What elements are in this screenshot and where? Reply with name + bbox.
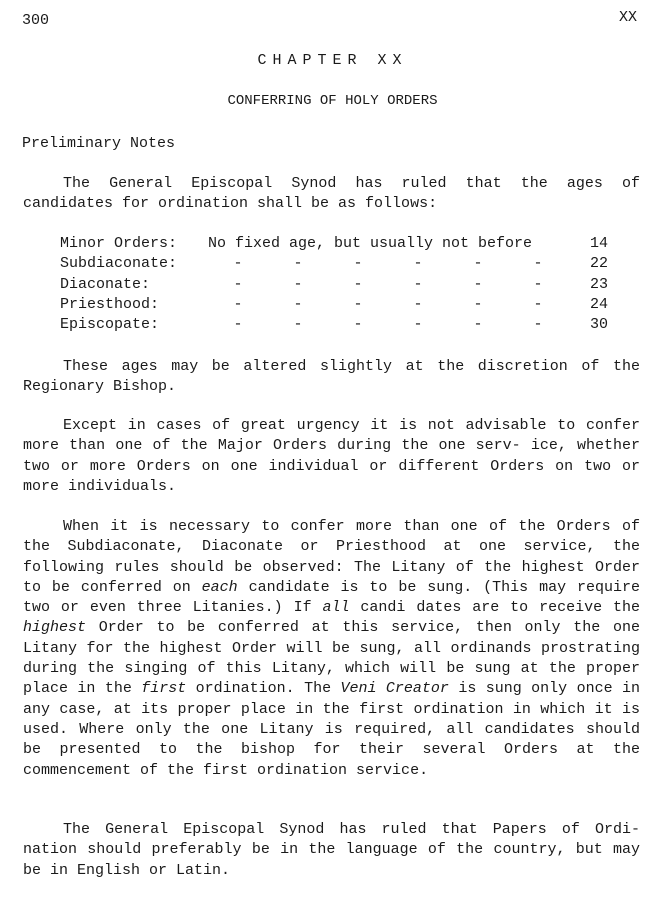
dash: -: [293, 316, 303, 334]
paragraph-ages-discretion: These ages may be altered slightly at the discretion of the Regionary Bishop.: [23, 358, 640, 396]
chapter-title: CHAPTER XX: [257, 52, 408, 69]
dash: -: [353, 295, 363, 313]
order-age: 30: [589, 316, 608, 334]
ages-table: [60, 234, 608, 335]
paragraph-major-orders: Except in cases of great urgency it is not advisable to confer more than one of the Major Orders during the one serv- ice, whether two or more Orders on one individual or different Orders on two or more individuals.: [23, 417, 640, 495]
text-run: ordination. The: [186, 680, 341, 698]
emphasis-text: highest: [23, 619, 87, 637]
text-run: Order to be conferred at this service, then only the one Litany for the highest Order will be sung, all ordinands prostrating during the singing of this Litany, which will be sung at the proper place in the: [23, 619, 640, 698]
table-row: [60, 234, 608, 254]
order-age: 23: [589, 275, 608, 293]
order-label: Priesthood:: [60, 295, 160, 313]
dash: -: [293, 255, 303, 273]
dash: -: [473, 295, 483, 313]
order-label: Subdiaconate:: [60, 255, 178, 273]
dash: -: [533, 295, 543, 313]
dash: -: [353, 275, 363, 293]
dash: -: [533, 255, 543, 273]
text-run: is sung only once in any case, at its proper place in the first ordination in which it is used. Where only the one Litany is required, all candidates should be presented to the bishop for their several Orders at the commencement of the first ordination service.: [23, 680, 640, 779]
dash: -: [413, 275, 423, 293]
table-row: [60, 254, 608, 274]
dash: -: [413, 316, 423, 334]
table-row: [60, 275, 608, 295]
order-age: 14: [589, 235, 608, 252]
dash: -: [413, 295, 423, 313]
emphasis-text: each: [201, 578, 238, 596]
section-heading: Preliminary Notes: [22, 135, 176, 152]
table-row: [60, 315, 608, 335]
dash: -: [233, 275, 243, 293]
dash: -: [473, 275, 483, 293]
dash: -: [353, 255, 363, 273]
running-head: XX: [618, 9, 637, 26]
dash: -: [233, 255, 243, 273]
table-row: [60, 295, 608, 315]
order-label: Episcopate:: [60, 316, 160, 334]
dash: -: [233, 316, 243, 334]
dash: -: [533, 316, 543, 334]
chapter-subtitle: CONFERRING OF HOLY ORDERS: [227, 93, 438, 109]
emphasis-text: first: [141, 680, 187, 698]
text-run: candidate is to be sung. (This may require two or even three Litanies.) If: [23, 578, 640, 617]
dash: -: [233, 295, 243, 313]
dash: -: [413, 255, 423, 273]
dash: -: [353, 316, 363, 334]
paragraph-litany-rules: [23, 517, 640, 781]
order-label: Diaconate:: [60, 275, 151, 293]
order-label: Minor Orders:: [60, 235, 178, 252]
order-note: No fixed age, but usually not before: [208, 235, 533, 252]
emphasis-text: all: [322, 599, 350, 617]
dash: -: [533, 275, 543, 293]
text-run: When it is necessary to confer more than one of the Orders of the Subdiaconate, Diaconate or Priesthood at one service, the following rules should be observed: The Litany of the highest Order to be conferred on: [23, 518, 640, 596]
dash: -: [293, 295, 303, 313]
paragraph-papers-of-ordination: The General Episcopal Synod has ruled that Papers of Ordi- nation should preferably be in the language of the country, but may be in English or Latin.: [23, 821, 640, 879]
paragraph-ages-intro: The General Episcopal Synod has ruled that the ages of candidates for ordination shall be as follows:: [23, 175, 640, 213]
dash: -: [473, 316, 483, 334]
dash: -: [293, 275, 303, 293]
text-run: candi dates are to receive the: [349, 599, 641, 617]
page-number: 300: [22, 12, 50, 29]
order-age: 22: [589, 255, 608, 273]
dash: -: [473, 255, 483, 273]
order-age: 24: [589, 295, 608, 313]
emphasis-text: Veni Creator: [340, 680, 449, 698]
